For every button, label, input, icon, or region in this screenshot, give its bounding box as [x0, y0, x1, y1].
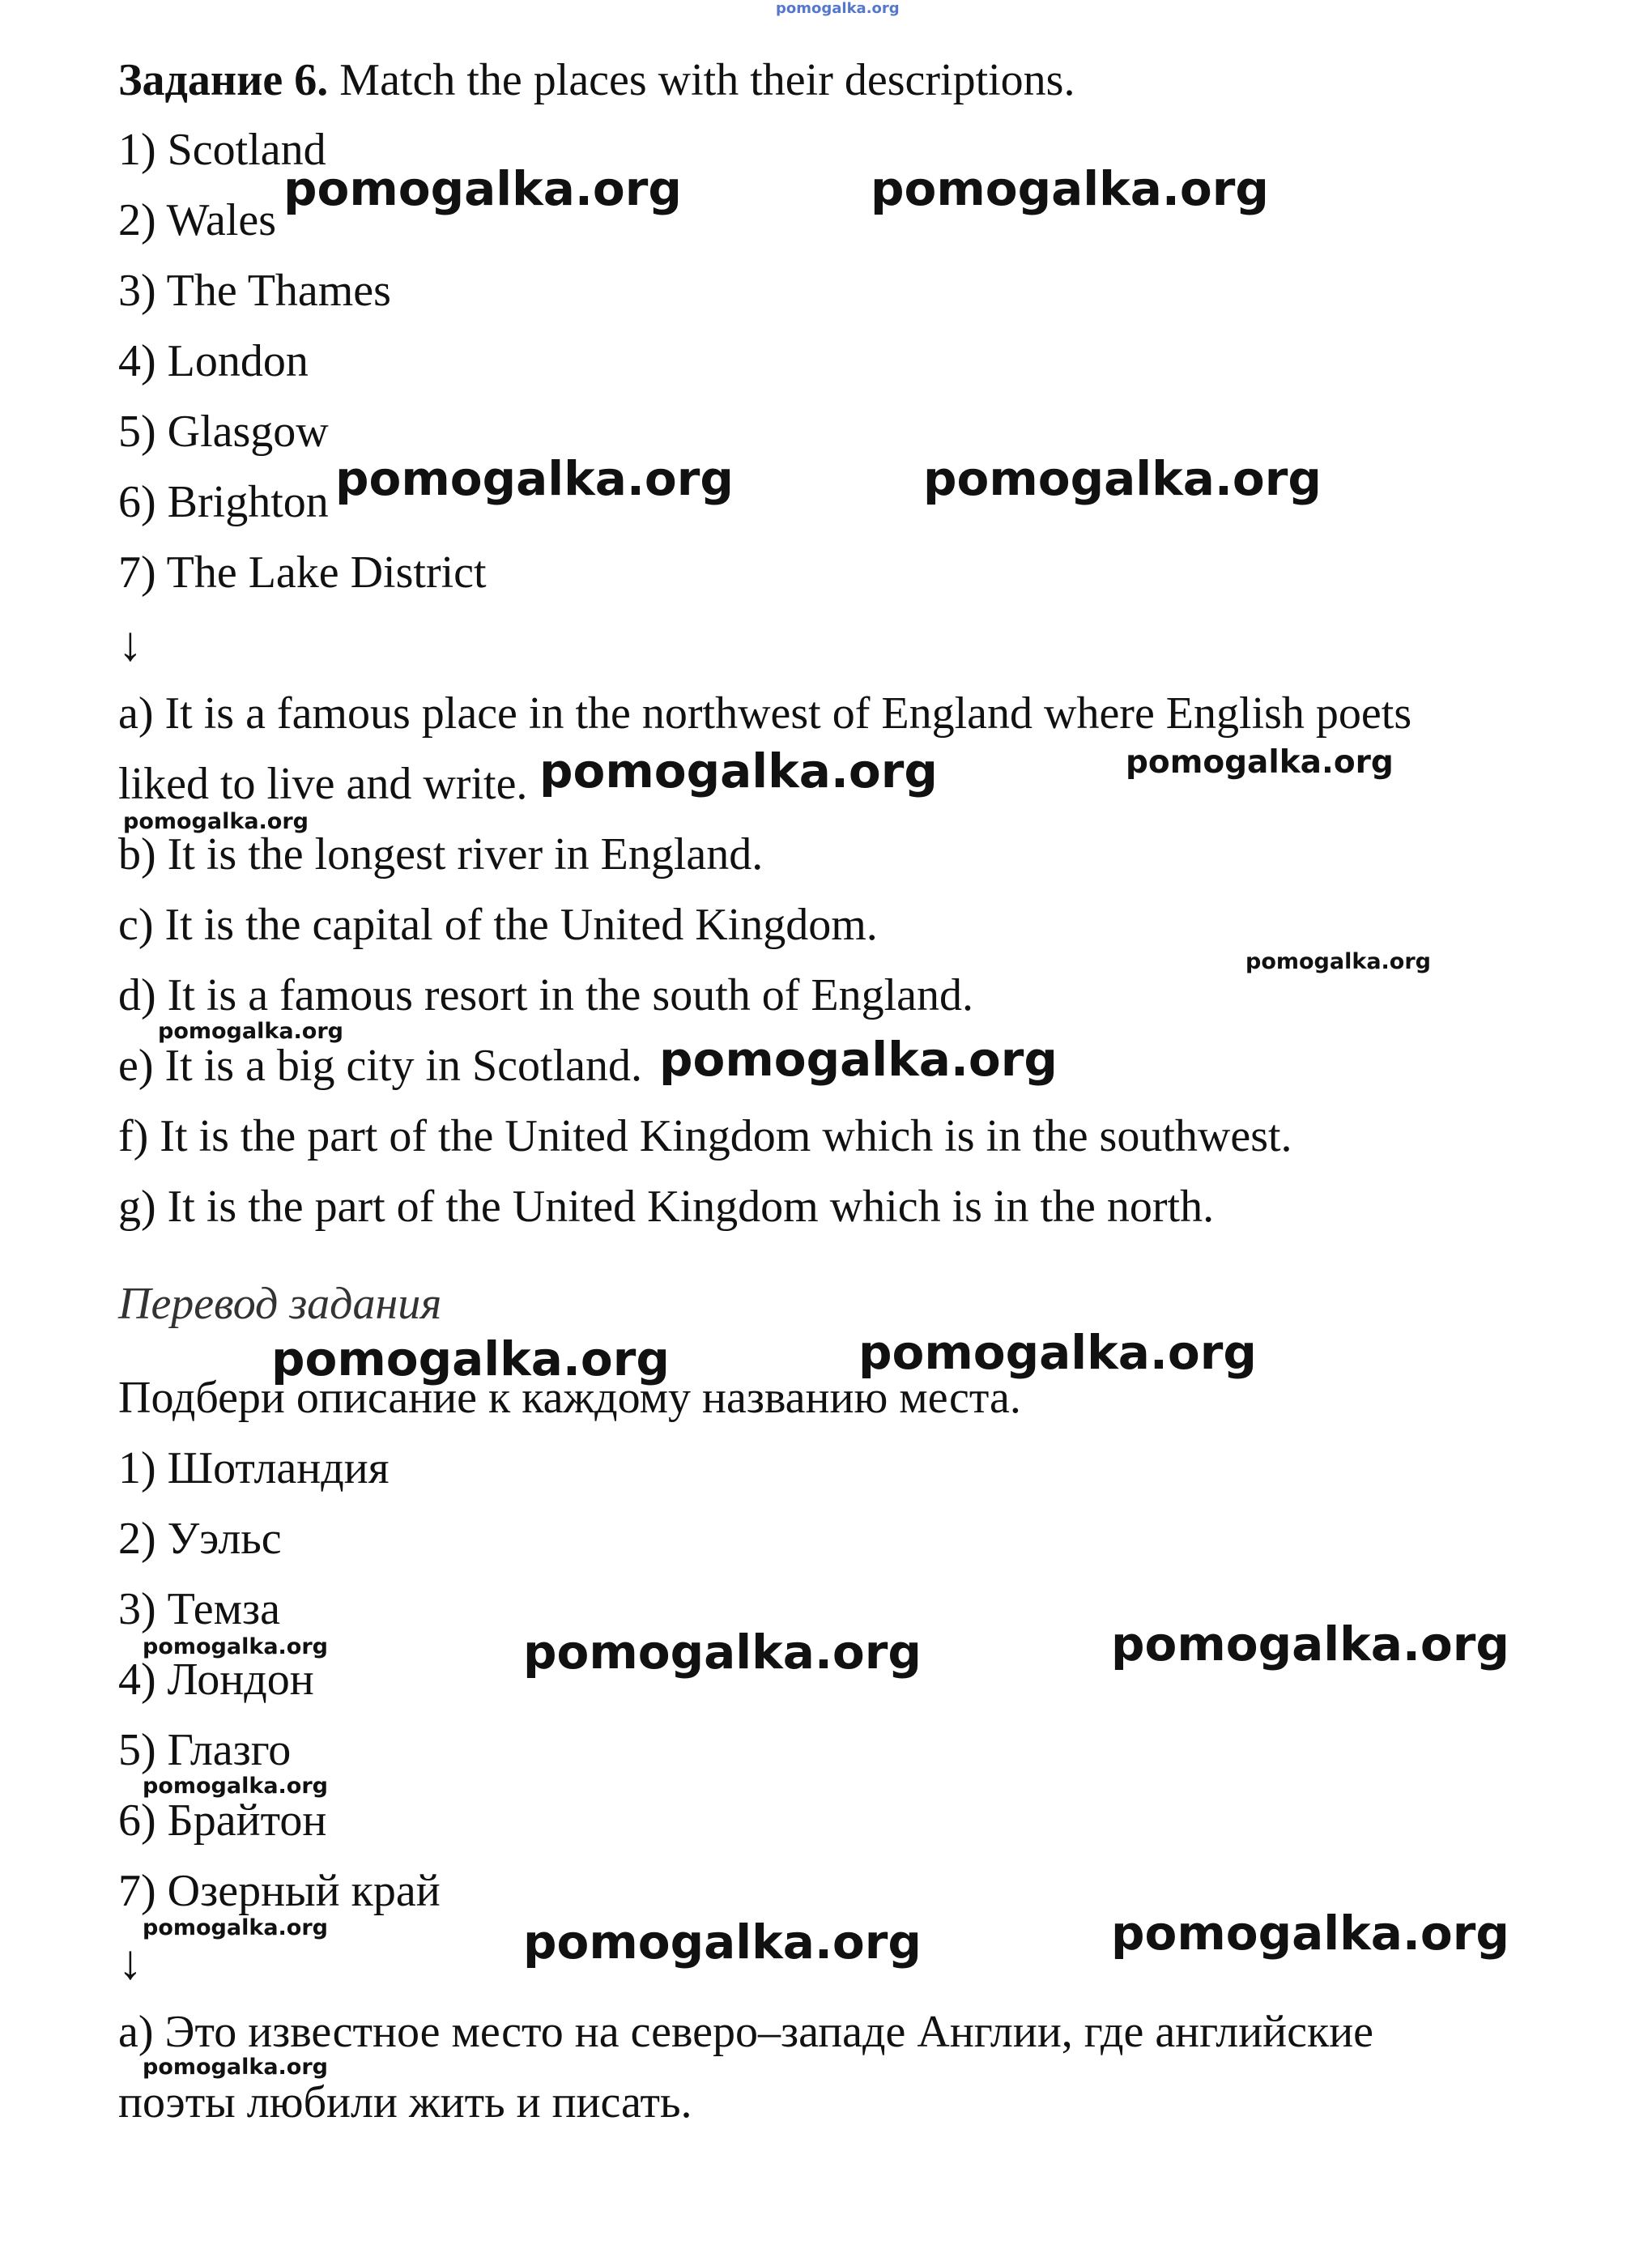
translation-a-line1: a) Это известное место на северо‒западе Англии, где английские	[118, 2007, 1374, 2057]
watermark: pomogalka.org	[123, 809, 309, 834]
watermark: pomogalka.org	[271, 1331, 670, 1386]
place-ru-item: 6) Брайтон	[118, 1795, 327, 1846]
description-b: b) It is the longest river in England.	[118, 829, 764, 879]
down-arrow: ↓	[118, 1936, 143, 1989]
watermark: pomogalka.org	[1245, 949, 1431, 974]
watermark: pomogalka.org	[158, 1019, 343, 1044]
description-e: e) It is a big city in Scotland.	[118, 1041, 642, 1091]
place-ru-item: 7) Озерный край	[118, 1866, 441, 1916]
place-item: 3) The Thames	[118, 266, 391, 316]
top-watermark: pomogalka.org	[776, 0, 900, 17]
place-ru-item: 5) Глазго	[118, 1725, 292, 1775]
description-a-line1: a) It is a famous place in the northwest of England where English poets	[118, 688, 1412, 739]
place-ru-item: 3) Темза	[118, 1584, 280, 1634]
watermark: pomogalka.org	[283, 161, 682, 216]
watermark: pomogalka.org	[143, 1774, 328, 1799]
place-item: 6) Brighton	[118, 477, 329, 527]
task-label: Задание 6.	[118, 55, 329, 105]
watermark: pomogalka.org	[335, 451, 734, 506]
task-title	[118, 53, 1075, 107]
down-arrow: ↓	[118, 617, 143, 671]
watermark: pomogalka.org	[523, 1625, 922, 1680]
place-item: 7) The Lake District	[118, 547, 487, 598]
watermark: pomogalka.org	[523, 1914, 922, 1970]
place-item: 4) London	[118, 336, 309, 386]
description-d: d) It is a famous resort in the south of England.	[118, 970, 974, 1020]
translation-a-line2: поэты любили жить и писать.	[118, 2077, 692, 2127]
watermark: pomogalka.org	[143, 1915, 328, 1940]
place-ru-item: 1) Шотландия	[118, 1443, 390, 1493]
description-f: f) It is the part of the United Kingdom which is in the southwest.	[118, 1111, 1292, 1161]
place-item: 1) Scotland	[118, 125, 326, 175]
watermark: pomogalka.org	[1126, 744, 1394, 781]
watermark: pomogalka.org	[1111, 1616, 1509, 1672]
watermark: pomogalka.org	[871, 161, 1269, 216]
place-item: 2) Wales	[118, 195, 277, 245]
translation-heading: Перевод задания	[118, 1279, 442, 1329]
description-a-line2: liked to live and write.	[118, 759, 528, 809]
translation-instruction: Подбери описание к каждому названию места.	[118, 1373, 1021, 1423]
description-c: c) It is the capital of the United Kingdom.	[118, 900, 878, 950]
watermark: pomogalka.org	[858, 1325, 1257, 1380]
watermark: pomogalka.org	[539, 743, 938, 799]
watermark: pomogalka.org	[659, 1032, 1058, 1087]
watermark: pomogalka.org	[1111, 1906, 1509, 1961]
watermark: pomogalka.org	[143, 1634, 328, 1659]
description-g: g) It is the part of the United Kingdom which is in the north.	[118, 1182, 1215, 1232]
place-ru-item: 2) Уэльс	[118, 1514, 282, 1564]
place-ru-item: 4) Лондон	[118, 1655, 314, 1705]
place-item: 5) Glasgow	[118, 407, 329, 457]
task-instruction: Match the places with their descriptions.	[328, 55, 1075, 105]
watermark: pomogalka.org	[143, 2055, 328, 2080]
watermark: pomogalka.org	[923, 451, 1322, 506]
